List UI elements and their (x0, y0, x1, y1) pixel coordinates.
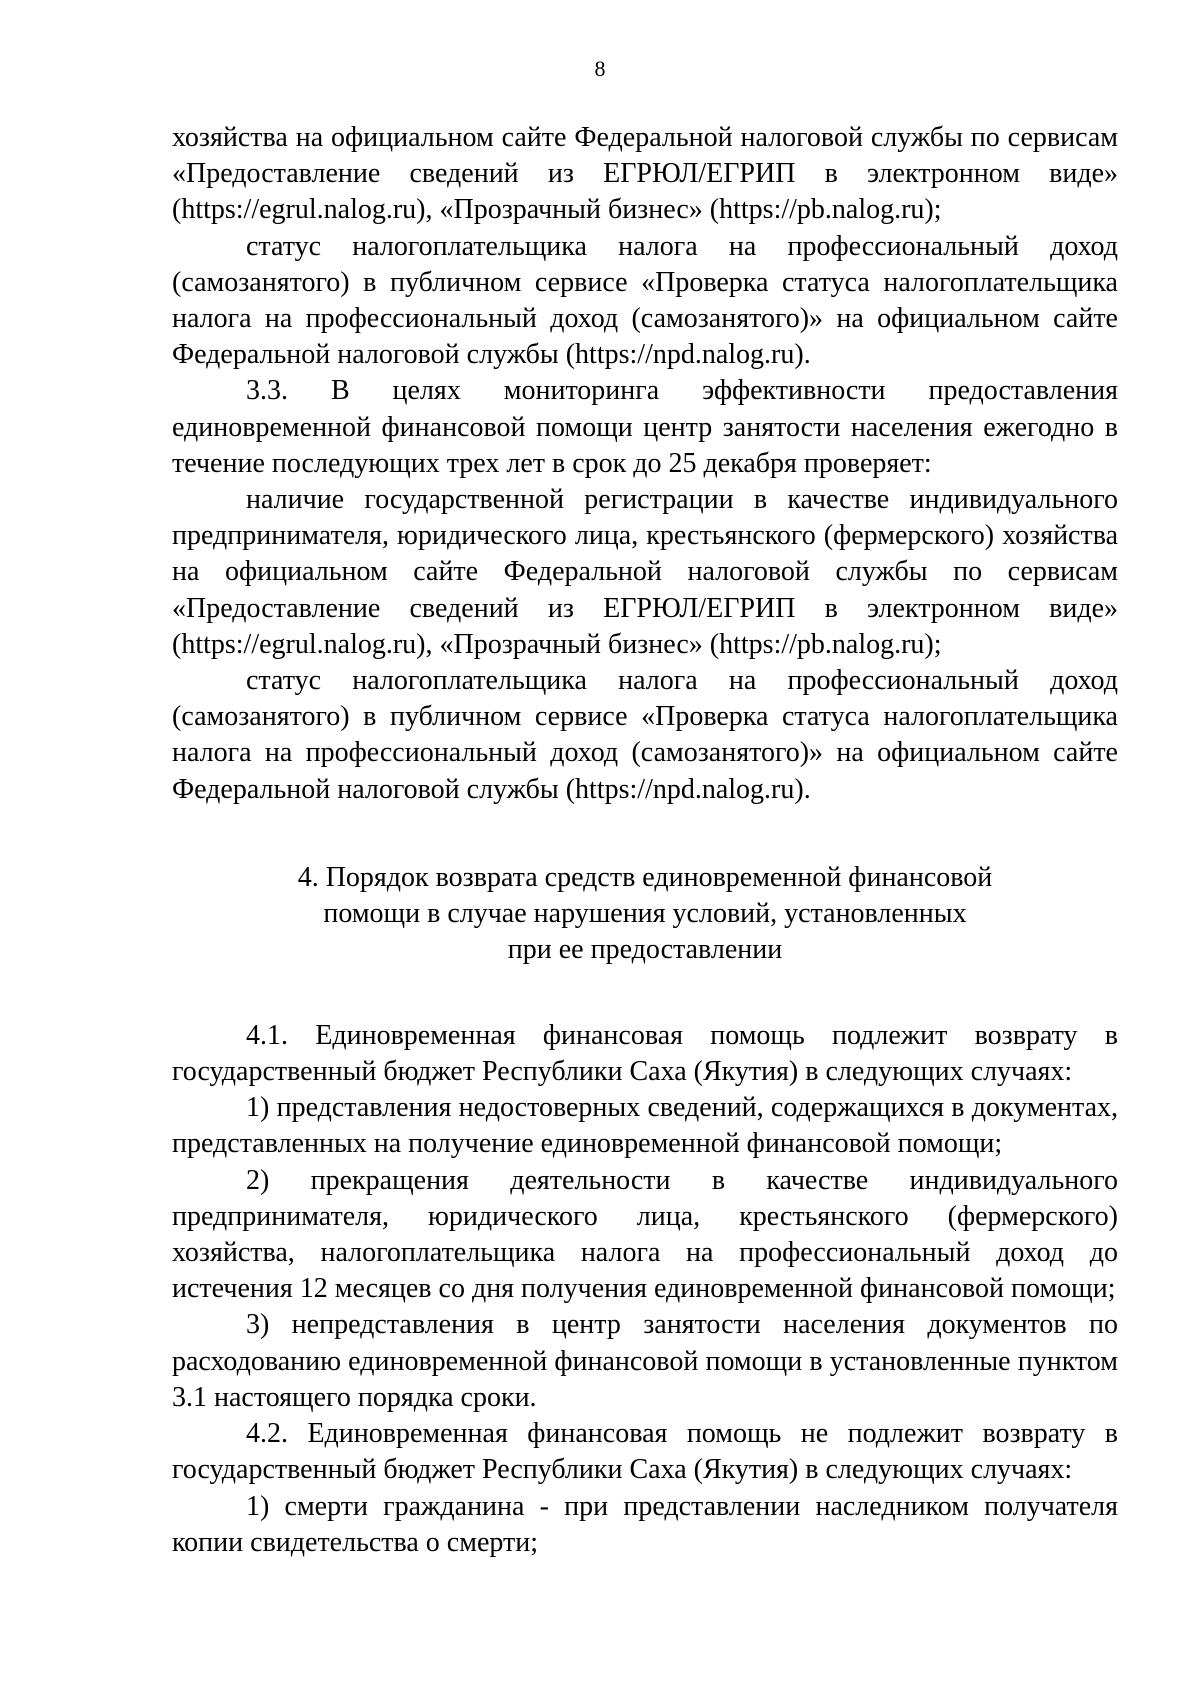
page-number: 8 (594, 56, 606, 81)
list-item-citizen-death: 1) смерти гражданина - при представлении наследником получателя копии свидетельства о смерти; (172, 1490, 1118, 1558)
paragraph-3-3-monitoring: 3.3. В целях мониторинга эффективности предоставления единовременной финансовой помощи центр занятости населения ежегодно в течение последующих трех лет в срок до 25 декабря проверяет: (172, 375, 1118, 479)
section-heading-line-2: помощи в случае нарушения условий, установленных (323, 897, 967, 929)
list-item-activity-termination: 2) прекращения деятельности в качестве индивидуального предпринимателя, юридического лица, крестьянского (фермерского) хозяйства, налогоплательщика налога на профессиональный доход до истечения 12 месяцев со дня получения единовременной финансовой помощи; (172, 1164, 1118, 1305)
paragraph-registration-sources-continued: хозяйства на официальном сайте Федеральной налоговой службы по сервисам «Предоставление сведений из ЕГРЮЛ/ЕГРИП в электронном виде» (https://egrul.nalog.ru), «Прозрачный бизнес» (https://pb.nalog.ru); (172, 122, 1118, 226)
list-item-documents-not-submitted: 3) непредставления в центр занятости населения документов по расходованию единовременной финансовой помощи в установленные пунктом 3.1 настоящего порядка сроки. (172, 1309, 1118, 1413)
paragraph-state-registration-check: наличие государственной регистрации в качестве индивидуального предпринимателя, юридического лица, крестьянского (фермерского) хозяйства на официальном сайте Федеральной налоговой службы по сервисам «Предоставление сведений из ЕГРЮЛ/ЕГРИП в электронном виде» (https://egrul.nalog.ru), «Прозрачный бизнес» (https://pb.nalog.ru); (172, 484, 1118, 660)
section-4-heading (172, 860, 1118, 968)
list-item-false-information: 1) представления недостоверных сведений, содержащихся в документах, представленных на получение единовременной финансовой помощи; (172, 1092, 1118, 1160)
section-heading-line-1: 4. Порядок возврата средств единовременной финансовой (297, 861, 993, 893)
paragraph-4-2-no-return-cases: 4.2. Единовременная финансовая помощь не подлежит возврату в государственный бюджет Республики Саха (Якутия) в следующих случаях: (172, 1418, 1118, 1486)
document-body (172, 120, 1118, 1561)
paragraph-self-employed-status-check: статус налогоплательщика налога на профессиональный доход (самозанятого) в публичном сервисе «Проверка статуса налогоплательщика налога на профессиональный доход (самозанятого)» на официальном сайте Федеральной налоговой службы (https://npd.nalog.ru). (172, 665, 1118, 805)
paragraph-self-employed-status: статус налогоплательщика налога на профессиональный доход (самозанятого) в публичном сервисе «Проверка статуса налогоплательщика налога на профессиональный доход (самозанятого)» на официальном сайте Федеральной налоговой службы (https://npd.nalog.ru). (172, 230, 1118, 371)
paragraph-4-1-return-cases: 4.1. Единовременная финансовая помощь подлежит возврату в государственный бюджет Республики Саха (Якутия) в следующих случаях: (172, 1019, 1118, 1088)
section-heading-line-3: при ее предоставлении (507, 933, 783, 965)
